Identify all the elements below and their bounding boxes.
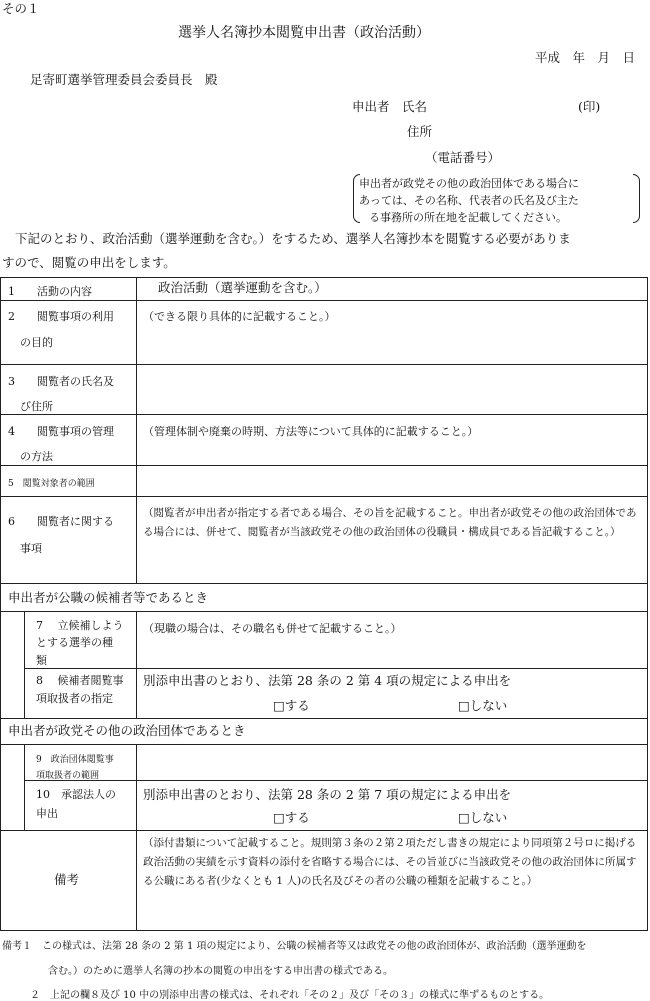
phone-label: （電話番号） xyxy=(425,150,501,165)
row-label-election-type-cont: とする選挙の種 xyxy=(36,636,113,649)
remarks-instruction: （添付書類について記載すること。規則第３条の２第２項ただし書きの規定により同項第２号ロに掲げる政治活動の実績を示す資料の添付を省略する場合には、その旨並びに当該政党その他の政治団体に所属する公職にある者(少なくとも 1 人)の氏名及びその者の公職の種類を記載すること。） xyxy=(143,837,637,887)
applicant-name-label: 申出者 氏名 xyxy=(352,99,428,114)
activity-content-value: 政治活動（選挙運動を含む。） xyxy=(158,280,327,295)
row-label-election-type: 7 立候補しよう xyxy=(36,619,124,632)
intro-line: すので、閲覧の申出をします。 xyxy=(2,255,176,270)
address-label: 住所 xyxy=(407,124,433,139)
seal-mark: (印) xyxy=(578,99,601,114)
note-line: 申出者が政党その他の政治団体である場合に xyxy=(359,177,579,190)
purpose-instruction: （できる限り具体的に記載すること。） xyxy=(143,310,336,323)
approved-corp-text: 別添申出書のとおり、法第 28 条の 2 第 7 項の規定による申出を xyxy=(143,787,512,802)
note-line: あっては、その名称、代表者の氏名及び主た xyxy=(359,194,579,207)
row-label-viewer-matters-cont: 事項 xyxy=(20,542,42,555)
footnote-1-cont: 含む。）のために選挙人名簿の抄本の閲覧の申出をする申出書の様式である。 xyxy=(48,966,393,977)
management-instruction: （管理体制や廃棄の時期、方法等について具体的に記載すること。） xyxy=(143,425,479,438)
page-title: 選挙人名簿抄本閲覧申出書（政治活動） xyxy=(178,25,430,41)
viewer-matters-instruction: （閲覧者が申出者が指定する者である場合、その旨を記載すること。申出者が政党その他の政治団体である場合には、併せて、閲覧者が当該政党その他の政治団体の役職員・構成員である旨記載すること。） xyxy=(143,507,637,538)
form-number: その１ xyxy=(2,1,40,16)
row-label-target-scope: 5 閲覧対象者の範囲 xyxy=(8,479,95,489)
row-label-party-handler: 9 政治団体閲覧事 xyxy=(36,755,114,765)
row-label-viewer-matters: 6 閲覧者に関する xyxy=(8,515,114,528)
row-label-purpose-cont: の目的 xyxy=(20,336,53,349)
row-label-purpose: 2 閲覧事項の利用 xyxy=(8,310,114,323)
row-label-candidate-handler: 8 候補者閲覧事 xyxy=(36,674,124,687)
footnote-2: ２ 上記の欄８及び 10 中の別添申出書の様式は、それぞれ「その２」及び「その３」の様式に準ずるものとする。 xyxy=(30,990,550,1001)
row-label-management-cont: の方法 xyxy=(20,450,53,463)
row-label-activity: 1 活動の内容 xyxy=(8,285,92,298)
addressee: 足寄町選挙管理委員会委員長 殿 xyxy=(30,72,218,87)
intro-line: 下記のとおり、政治活動（選挙運動を含む。）をするため、選挙人名簿抄本を閲覧する必要がありま xyxy=(15,231,571,246)
row-label-approved-corp: 10 承認法人の xyxy=(36,788,116,801)
candidate-handler-yes-checkbox[interactable]: □する xyxy=(273,698,310,713)
row-label-viewer-name: 3 閲覧者の氏名及 xyxy=(8,375,114,388)
row-label-management: 4 閲覧事項の管理 xyxy=(8,425,114,438)
candidate-handler-no-checkbox[interactable]: □しない xyxy=(458,698,508,713)
candidate-handler-text: 別添申出書のとおり、法第 28 条の 2 第 4 項の規定による申出を xyxy=(143,673,512,688)
remarks-label: 備考 xyxy=(54,872,80,887)
section-party-heading: 申出者が政党その他の政治団体であるとき xyxy=(8,723,246,738)
row-label-candidate-handler-cont: 項取扱者の指定 xyxy=(36,692,113,705)
footnote-1: 備考１ この様式は、法第 28 条の 2 第 1 項の規定により、公職の候補者等又は政党その他の政治団体が、政治活動（選挙運動を xyxy=(2,941,587,952)
date-line: 平成 年 月 日 xyxy=(535,50,636,65)
election-type-instruction: （現職の場合は、その職名も併せて記載すること。） xyxy=(143,622,402,635)
approved-corp-no-checkbox[interactable]: □しない xyxy=(458,810,508,825)
row-label-election-type-cont2: 類 xyxy=(36,654,47,667)
note-bracket-right xyxy=(633,174,640,223)
row-label-approved-corp-cont: 申出 xyxy=(36,807,58,820)
row-label-viewer-name-cont: び住所 xyxy=(20,400,53,413)
section-candidate-heading: 申出者が公職の候補者等であるとき xyxy=(8,590,209,605)
row-label-party-handler-cont: 項取扱者の範囲 xyxy=(36,771,100,781)
approved-corp-yes-checkbox[interactable]: □する xyxy=(273,810,310,825)
note-line: る事務所の所在地を記載してください。 xyxy=(369,211,567,224)
